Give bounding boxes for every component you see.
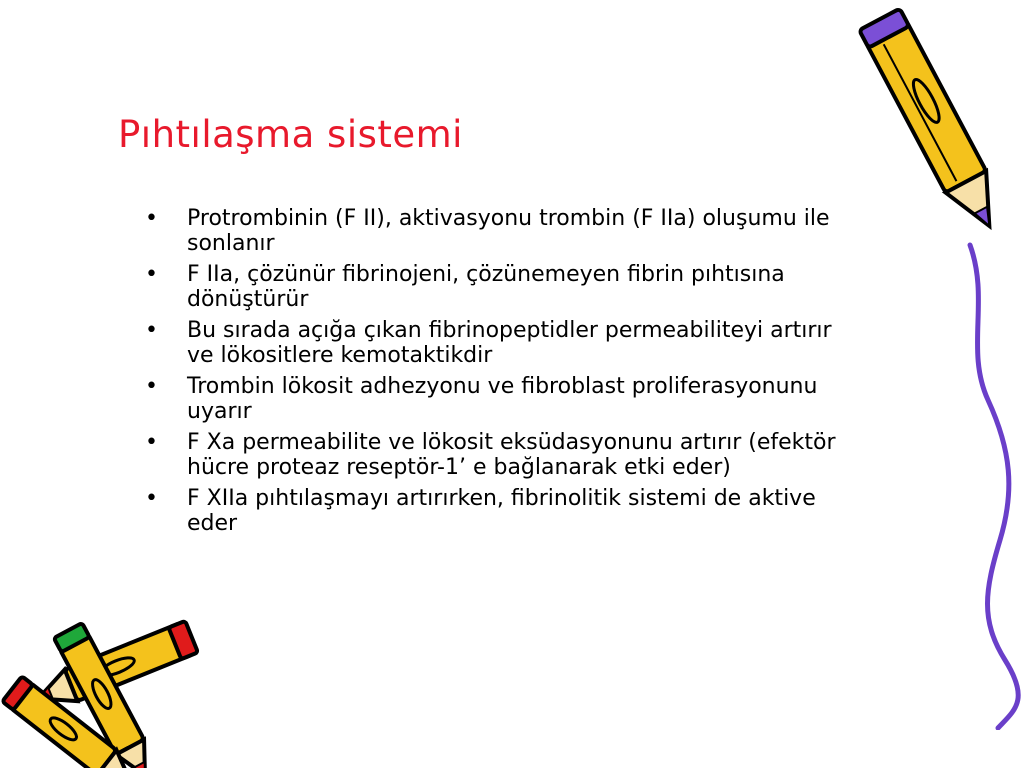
- bullet-item: [145, 262, 865, 312]
- bullet-item: [145, 318, 865, 368]
- bullet-marker: •: [145, 206, 158, 231]
- bullet-marker: •: [145, 430, 158, 455]
- bullet-text: Trombin lökosit adhezyonu ve fibroblast proliferasyonunu uyarır: [187, 374, 818, 424]
- bullet-text: Protrombinin (F II), aktivasyonu trombin (F IIa) oluşumu ile sonlanır: [187, 206, 830, 256]
- bullet-item: [145, 206, 865, 256]
- bullet-marker: •: [145, 262, 158, 287]
- bullet-marker: •: [145, 374, 158, 399]
- bullet-text: Bu sırada açığa çıkan fibrinopeptidler permeabiliteyi artırır ve lökositlere kemotaktikdir: [187, 318, 832, 368]
- bullet-marker: •: [145, 318, 158, 343]
- bullet-item: [145, 486, 865, 536]
- bullet-item: [145, 430, 865, 480]
- pencil-line-drawing: [960, 240, 1024, 730]
- bullet-list: [145, 206, 865, 542]
- pencil-icon: [858, 0, 1008, 245]
- bullet-marker: •: [145, 486, 158, 511]
- bullet-text: F IIa, çözünür fibrinojeni, çözünemeyen fibrin pıhtısına dönüştürür: [187, 262, 785, 312]
- crossed-pencils-icon: [0, 615, 210, 768]
- bullet-item: [145, 374, 865, 424]
- bullet-text: F XIIa pıhtılaşmayı artırırken, fibrinolitik sistemi de aktive eder: [187, 486, 816, 536]
- bullet-text: F Xa permeabilite ve lökosit eksüdasyonunu artırır (efektör hücre proteaz reseptör-1’ e bağlanarak etki eder): [187, 430, 836, 480]
- slide-title: Pıhtılaşma sistemi: [118, 113, 463, 156]
